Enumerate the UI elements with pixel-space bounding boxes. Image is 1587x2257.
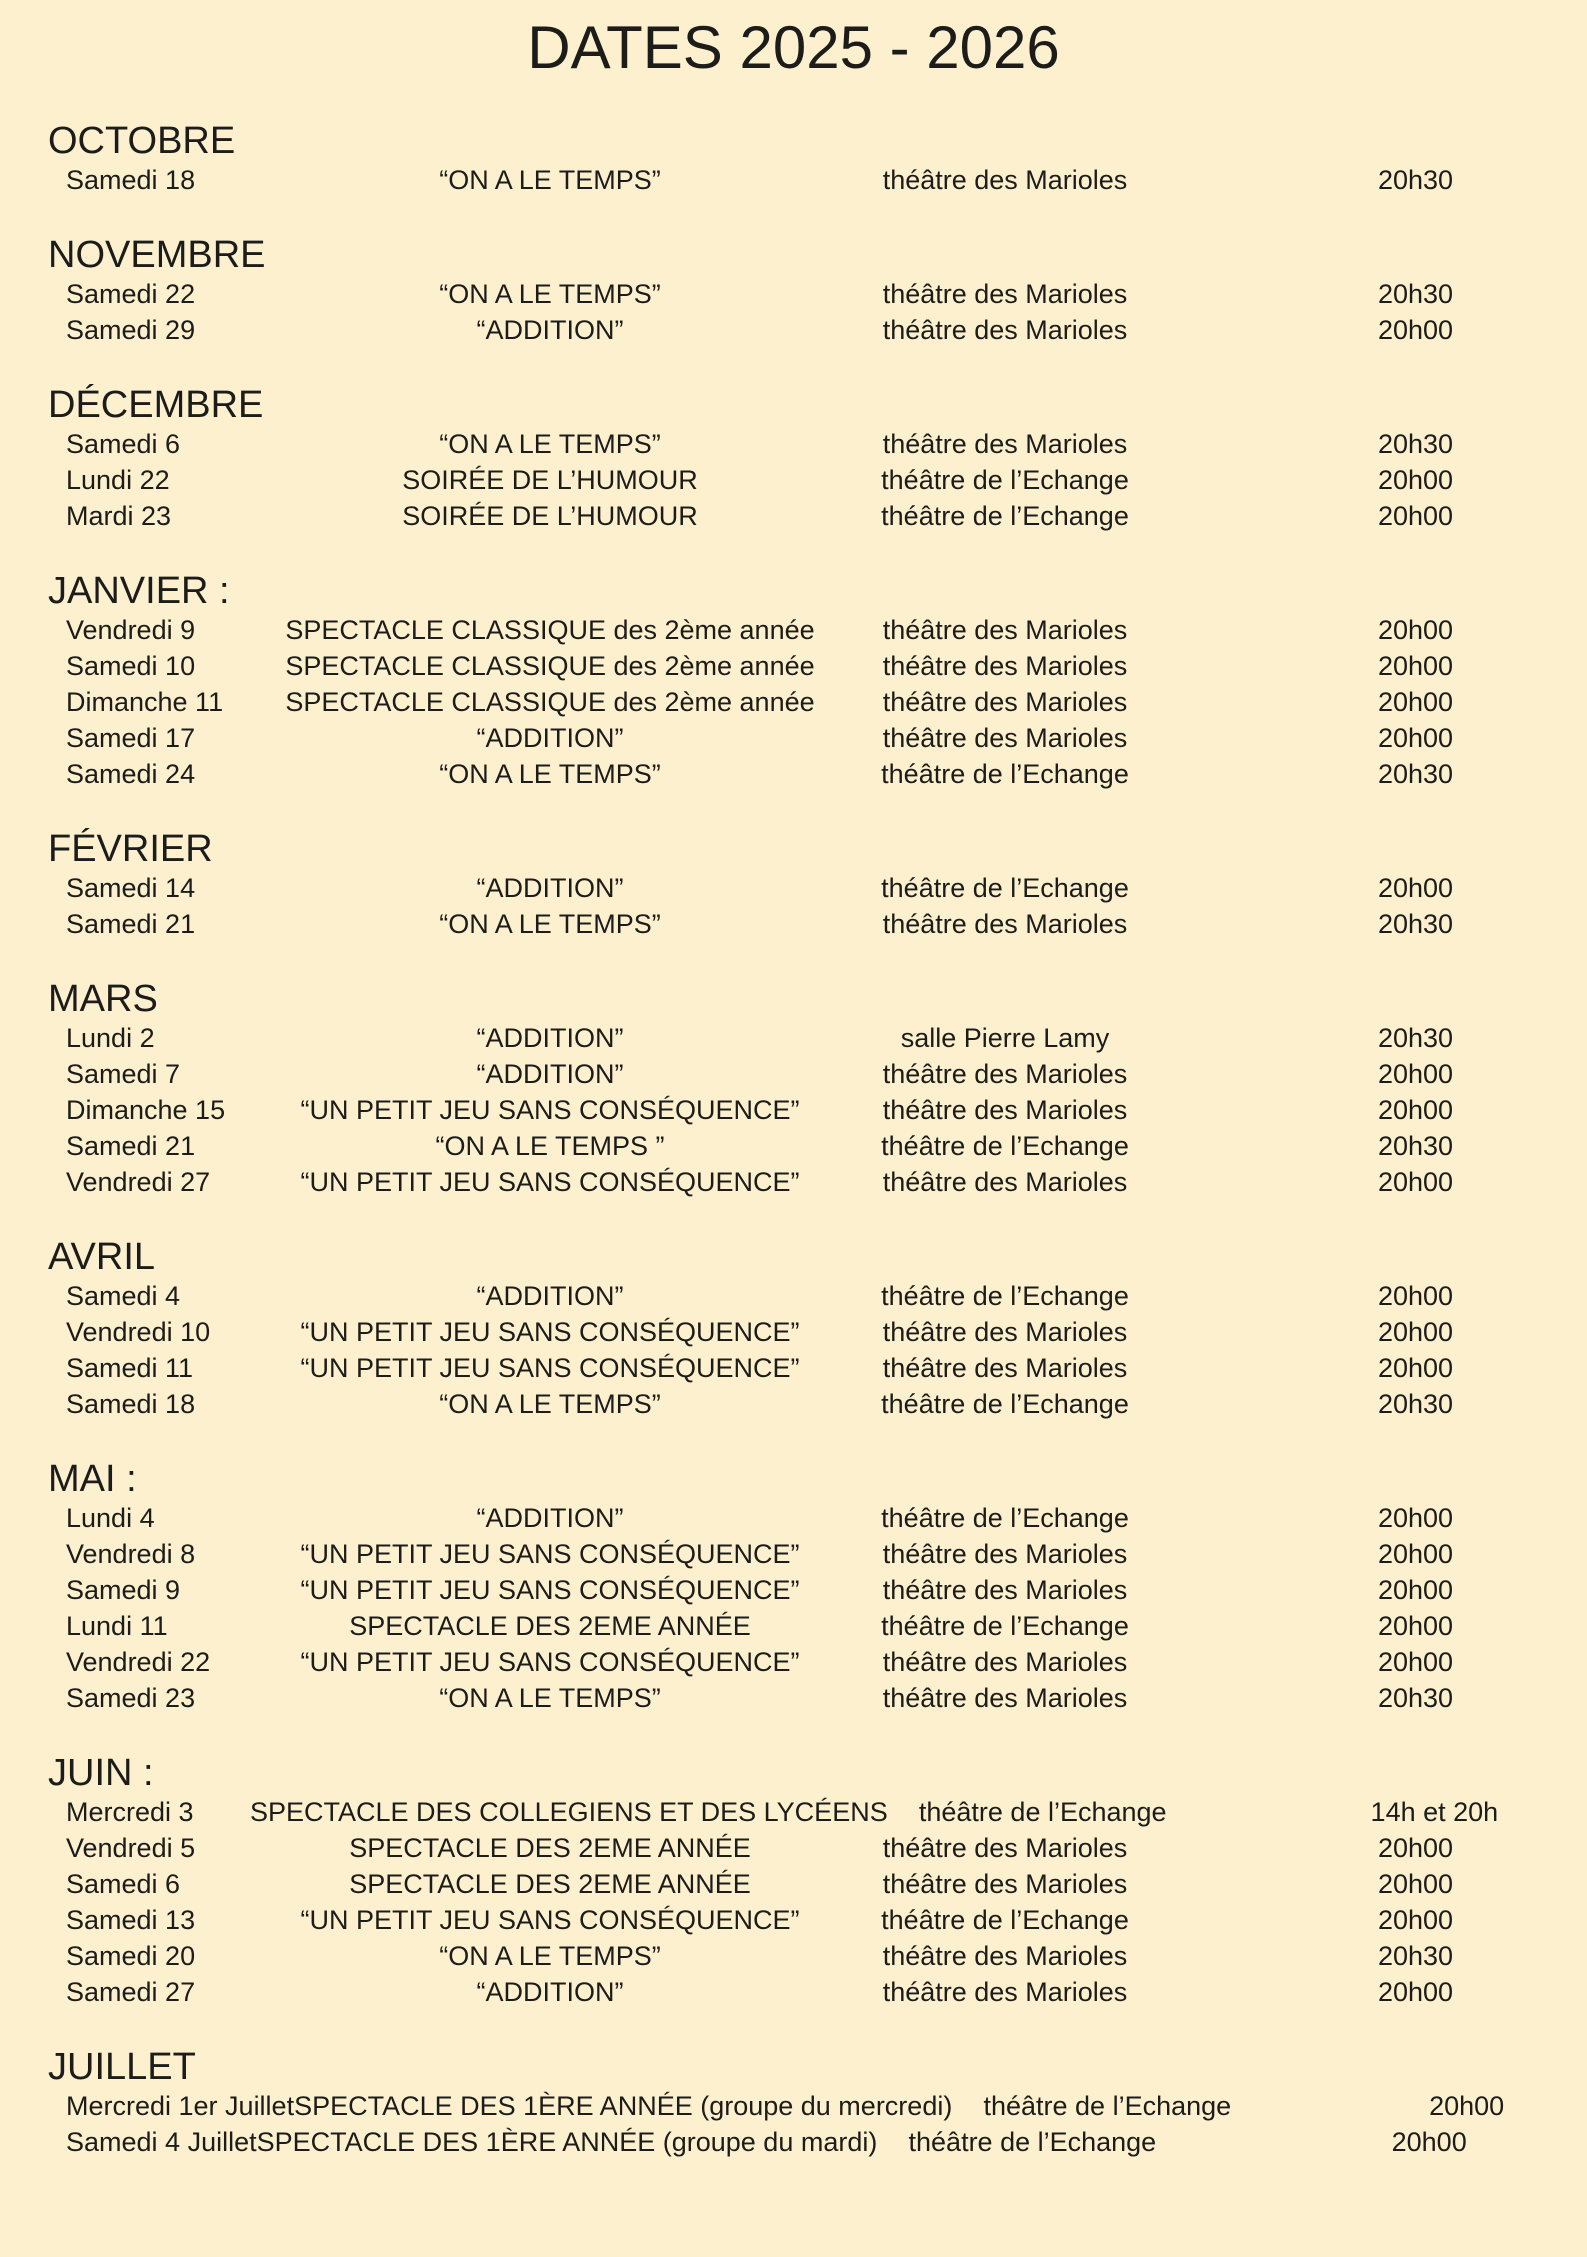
event-show-title: SPECTACLE DES 2EME ANNÉE bbox=[349, 1869, 751, 1899]
event-row bbox=[0, 312, 1587, 348]
event-date: Samedi 21 bbox=[66, 909, 196, 939]
month-section bbox=[0, 2046, 1587, 2160]
event-venue: théâtre de l’Echange bbox=[881, 465, 1129, 495]
event-row bbox=[0, 1386, 1587, 1422]
event-show-title: SPECTACLE CLASSIQUE des 2ème année bbox=[285, 687, 815, 717]
event-show-title: “ON A LE TEMPS” bbox=[439, 279, 661, 309]
event-venue: théâtre de l’Echange bbox=[881, 1905, 1129, 1935]
event-venue: théâtre des Marioles bbox=[882, 651, 1128, 681]
event-show-title: “ON A LE TEMPS” bbox=[439, 429, 661, 459]
month-section bbox=[0, 828, 1587, 942]
event-row bbox=[0, 1794, 1587, 1830]
event-show-title: “UN PETIT JEU SANS CONSÉQUENCE” bbox=[300, 1167, 800, 1197]
event-time: 20h30 bbox=[1377, 429, 1454, 459]
event-row bbox=[0, 1644, 1587, 1680]
event-venue: théâtre de l’Echange bbox=[918, 1797, 1167, 1827]
event-time: 20h00 bbox=[1377, 723, 1454, 753]
event-time: 20h30 bbox=[1377, 279, 1454, 309]
event-date: Lundi 2 bbox=[66, 1023, 155, 1053]
event-date: Vendredi 5 bbox=[66, 1833, 196, 1863]
schedule-document bbox=[0, 12, 1587, 2257]
event-date: Dimanche 11 bbox=[66, 687, 224, 717]
event-venue: théâtre des Marioles bbox=[882, 279, 1128, 309]
event-show-title: “ADDITION” bbox=[476, 1281, 624, 1311]
event-venue: théâtre des Marioles bbox=[882, 1647, 1128, 1677]
event-row bbox=[0, 426, 1587, 462]
month-section bbox=[0, 120, 1587, 198]
month-events bbox=[0, 1020, 1587, 1200]
event-venue: théâtre des Marioles bbox=[882, 165, 1128, 195]
event-venue: théâtre de l’Echange bbox=[881, 1131, 1129, 1161]
event-show-title: SOIRÉE DE L’HUMOUR bbox=[402, 465, 698, 495]
event-row bbox=[0, 1314, 1587, 1350]
event-venue: théâtre des Marioles bbox=[882, 1941, 1128, 1971]
event-show-title: SPECTACLE DES 2EME ANNÉE bbox=[349, 1611, 751, 1641]
event-row bbox=[0, 1608, 1587, 1644]
event-show-title: “ADDITION” bbox=[476, 315, 624, 345]
event-date: Vendredi 10 bbox=[66, 1317, 211, 1347]
event-venue: théâtre des Marioles bbox=[882, 1059, 1128, 1089]
event-show-title: SPECTACLE DES COLLEGIENS ET DES LYCÉENS bbox=[250, 1797, 888, 1827]
event-date: Samedi 10 bbox=[66, 651, 196, 681]
event-time: 20h30 bbox=[1377, 1389, 1454, 1419]
event-date: Samedi 22 bbox=[66, 279, 196, 309]
event-show-title: SPECTACLE CLASSIQUE des 2ème année bbox=[285, 615, 815, 645]
event-date: Lundi 22 bbox=[66, 465, 170, 495]
month-events bbox=[0, 1794, 1587, 2010]
event-time: 20h30 bbox=[1377, 1683, 1454, 1713]
event-time: 20h00 bbox=[1377, 501, 1454, 531]
month-heading: AVRIL bbox=[48, 1236, 156, 1278]
event-date: Samedi 9 bbox=[66, 1575, 181, 1605]
event-row bbox=[0, 756, 1587, 792]
event-time: 20h00 bbox=[1377, 873, 1454, 903]
event-time: 20h00 bbox=[1377, 1059, 1454, 1089]
month-events bbox=[0, 612, 1587, 792]
event-show-title: “UN PETIT JEU SANS CONSÉQUENCE” bbox=[300, 1317, 800, 1347]
event-row bbox=[0, 2124, 1587, 2160]
event-row bbox=[0, 1830, 1587, 1866]
event-date: Lundi 11 bbox=[66, 1611, 168, 1641]
event-time: 20h30 bbox=[1377, 759, 1454, 789]
event-show-title: “ADDITION” bbox=[476, 723, 624, 753]
event-date: Samedi 21 bbox=[66, 1131, 196, 1161]
event-show-title: “ADDITION” bbox=[476, 1059, 624, 1089]
event-row bbox=[0, 1866, 1587, 1902]
event-row bbox=[0, 498, 1587, 534]
month-heading: MARS bbox=[48, 978, 158, 1020]
month-heading: JUILLET bbox=[48, 2046, 196, 2088]
event-time: 20h00 bbox=[1377, 1503, 1454, 1533]
month-section bbox=[0, 234, 1587, 348]
event-row bbox=[0, 1128, 1587, 1164]
event-venue: théâtre des Marioles bbox=[882, 1977, 1128, 2007]
event-row bbox=[0, 1092, 1587, 1128]
event-venue: théâtre des Marioles bbox=[882, 1869, 1128, 1899]
event-venue: théâtre de l’Echange bbox=[881, 1611, 1129, 1641]
event-date: Samedi 4 bbox=[66, 1281, 181, 1311]
month-section bbox=[0, 1458, 1587, 1716]
event-show-title: “ADDITION” bbox=[476, 1503, 624, 1533]
event-show-title: “ON A LE TEMPS” bbox=[439, 1941, 661, 1971]
event-date: Samedi 4 Juillet bbox=[66, 2127, 257, 2157]
event-show-title: “ON A LE TEMPS” bbox=[439, 1389, 661, 1419]
event-venue: théâtre des Marioles bbox=[882, 909, 1128, 939]
event-venue: théâtre de l’Echange bbox=[881, 1503, 1129, 1533]
event-show-title: “ADDITION” bbox=[476, 1023, 624, 1053]
event-date: Samedi 14 bbox=[66, 873, 196, 903]
event-venue: théâtre des Marioles bbox=[882, 1575, 1128, 1605]
event-date: Mercredi 1er Juillet bbox=[66, 2091, 295, 2121]
event-show-title: “ADDITION” bbox=[476, 873, 624, 903]
event-venue: théâtre de l’Echange bbox=[983, 2091, 1232, 2121]
event-date: Samedi 29 bbox=[66, 315, 196, 345]
event-venue: théâtre des Marioles bbox=[882, 315, 1128, 345]
event-time: 20h00 bbox=[1377, 1281, 1454, 1311]
event-date: Samedi 17 bbox=[66, 723, 196, 753]
month-events bbox=[0, 426, 1587, 534]
event-show-title: SPECTACLE CLASSIQUE des 2ème année bbox=[285, 651, 815, 681]
event-row bbox=[0, 870, 1587, 906]
event-time: 20h30 bbox=[1377, 909, 1454, 939]
event-show-title: “UN PETIT JEU SANS CONSÉQUENCE” bbox=[300, 1353, 800, 1383]
event-row bbox=[0, 2088, 1587, 2124]
event-time: 20h00 bbox=[1377, 1353, 1454, 1383]
event-date: Samedi 11 bbox=[66, 1353, 194, 1383]
event-venue: théâtre de l’Echange bbox=[881, 873, 1129, 903]
month-events bbox=[0, 1500, 1587, 1716]
event-show-title: “ON A LE TEMPS” bbox=[439, 759, 661, 789]
event-venue: théâtre de l’Echange bbox=[881, 759, 1129, 789]
event-date: Mercredi 3 bbox=[66, 1797, 194, 1827]
event-show-title: SOIRÉE DE L’HUMOUR bbox=[402, 501, 698, 531]
event-row bbox=[0, 1572, 1587, 1608]
event-time: 14h et 20h bbox=[1370, 1797, 1499, 1827]
event-time: 20h30 bbox=[1377, 1023, 1454, 1053]
event-row bbox=[0, 648, 1587, 684]
event-date: Samedi 23 bbox=[66, 1683, 196, 1713]
event-show-title: “ON A LE TEMPS” bbox=[439, 165, 661, 195]
event-show-title: “UN PETIT JEU SANS CONSÉQUENCE” bbox=[300, 1095, 800, 1125]
event-show-title: “UN PETIT JEU SANS CONSÉQUENCE” bbox=[300, 1539, 800, 1569]
event-show-title: “UN PETIT JEU SANS CONSÉQUENCE” bbox=[300, 1647, 800, 1677]
event-date: Vendredi 9 bbox=[66, 615, 196, 645]
month-events bbox=[0, 2088, 1587, 2160]
event-venue: théâtre de l’Echange bbox=[908, 2127, 1157, 2157]
event-time: 20h30 bbox=[1377, 1941, 1454, 1971]
event-venue: théâtre des Marioles bbox=[882, 615, 1128, 645]
event-show-title: “ON A LE TEMPS” bbox=[439, 909, 661, 939]
event-time: 20h00 bbox=[1377, 687, 1454, 717]
event-date: Samedi 18 bbox=[66, 165, 196, 195]
event-venue: théâtre des Marioles bbox=[882, 687, 1128, 717]
event-venue: théâtre des Marioles bbox=[882, 1095, 1128, 1125]
event-time: 20h00 bbox=[1377, 1539, 1454, 1569]
event-venue: théâtre de l’Echange bbox=[881, 501, 1129, 531]
event-date: Samedi 20 bbox=[66, 1941, 196, 1971]
event-time: 20h00 bbox=[1377, 1167, 1454, 1197]
event-time: 20h30 bbox=[1377, 165, 1454, 195]
event-row bbox=[0, 1938, 1587, 1974]
event-time: 20h00 bbox=[1377, 1833, 1454, 1863]
event-row bbox=[0, 720, 1587, 756]
event-date: Vendredi 27 bbox=[66, 1167, 211, 1197]
event-show-title: “ON A LE TEMPS” bbox=[439, 1683, 661, 1713]
event-time: 20h00 bbox=[1377, 1905, 1454, 1935]
event-time: 20h30 bbox=[1377, 1131, 1454, 1161]
event-date: Samedi 6 bbox=[66, 429, 181, 459]
event-time: 20h00 bbox=[1377, 1095, 1454, 1125]
event-venue: théâtre des Marioles bbox=[882, 1167, 1128, 1197]
event-time: 20h00 bbox=[1377, 1869, 1454, 1899]
event-venue: théâtre des Marioles bbox=[882, 429, 1128, 459]
event-time: 20h00 bbox=[1377, 315, 1454, 345]
event-row bbox=[0, 1500, 1587, 1536]
month-heading: JUIN : bbox=[48, 1752, 154, 1794]
event-time: 20h00 bbox=[1377, 1977, 1454, 2007]
event-venue: théâtre de l’Echange bbox=[881, 1389, 1129, 1419]
event-venue: théâtre de l’Echange bbox=[881, 1281, 1129, 1311]
event-row bbox=[0, 906, 1587, 942]
event-row bbox=[0, 1056, 1587, 1092]
event-venue: théâtre des Marioles bbox=[882, 1317, 1128, 1347]
event-date: Samedi 27 bbox=[66, 1977, 196, 2007]
month-heading: JANVIER : bbox=[48, 570, 230, 612]
month-events bbox=[0, 162, 1587, 198]
month-heading: DÉCEMBRE bbox=[48, 384, 264, 426]
month-heading: NOVEMBRE bbox=[48, 234, 266, 276]
event-time: 20h00 bbox=[1377, 465, 1454, 495]
event-show-title: “UN PETIT JEU SANS CONSÉQUENCE” bbox=[300, 1905, 800, 1935]
event-date: Dimanche 15 bbox=[66, 1095, 226, 1125]
event-show-title: “ADDITION” bbox=[476, 1977, 624, 2007]
event-venue: salle Pierre Lamy bbox=[900, 1023, 1110, 1053]
event-venue: théâtre des Marioles bbox=[882, 1683, 1128, 1713]
event-date: Mardi 23 bbox=[66, 501, 172, 531]
schedule-list bbox=[0, 120, 1587, 2160]
event-time: 20h00 bbox=[1429, 2091, 1505, 2121]
event-row bbox=[0, 1680, 1587, 1716]
month-section bbox=[0, 570, 1587, 792]
month-section bbox=[0, 978, 1587, 1200]
event-show-title: “UN PETIT JEU SANS CONSÉQUENCE” bbox=[300, 1575, 800, 1605]
month-heading: FÉVRIER bbox=[48, 828, 213, 870]
event-venue: théâtre des Marioles bbox=[882, 723, 1128, 753]
event-row bbox=[0, 1536, 1587, 1572]
event-date: Samedi 18 bbox=[66, 1389, 196, 1419]
event-time: 20h00 bbox=[1377, 615, 1454, 645]
month-heading: OCTOBRE bbox=[48, 120, 236, 162]
event-row bbox=[0, 1974, 1587, 2010]
event-row bbox=[0, 1350, 1587, 1386]
event-row bbox=[0, 1020, 1587, 1056]
event-time: 20h00 bbox=[1377, 1575, 1454, 1605]
month-events bbox=[0, 276, 1587, 348]
event-date: Samedi 13 bbox=[66, 1905, 196, 1935]
event-time: 20h00 bbox=[1377, 1647, 1454, 1677]
event-show-title: SPECTACLE DES 2EME ANNÉE bbox=[349, 1833, 751, 1863]
event-time: 20h00 bbox=[1377, 1317, 1454, 1347]
event-date: Samedi 24 bbox=[66, 759, 196, 789]
month-events bbox=[0, 1278, 1587, 1422]
event-time: 20h00 bbox=[1377, 1611, 1454, 1641]
page-title: DATES 2025 - 2026 bbox=[527, 14, 1060, 81]
event-show-title: SPECTACLE DES 1ÈRE ANNÉE (groupe du mercredi) bbox=[294, 2091, 953, 2121]
event-date: Vendredi 8 bbox=[66, 1539, 196, 1569]
event-show-title: SPECTACLE DES 1ÈRE ANNÉE (groupe du mardi) bbox=[256, 2127, 878, 2157]
event-date: Lundi 4 bbox=[66, 1503, 155, 1533]
event-row bbox=[0, 612, 1587, 648]
event-date: Samedi 7 bbox=[66, 1059, 181, 1089]
event-show-title: “ON A LE TEMPS ” bbox=[435, 1131, 665, 1161]
event-row bbox=[0, 276, 1587, 312]
event-time: 20h00 bbox=[1391, 2127, 1467, 2157]
event-row bbox=[0, 462, 1587, 498]
event-venue: théâtre des Marioles bbox=[882, 1539, 1128, 1569]
event-row bbox=[0, 1164, 1587, 1200]
event-venue: théâtre des Marioles bbox=[882, 1833, 1128, 1863]
event-row bbox=[0, 1902, 1587, 1938]
event-row bbox=[0, 1278, 1587, 1314]
event-venue: théâtre des Marioles bbox=[882, 1353, 1128, 1383]
event-row bbox=[0, 684, 1587, 720]
month-section bbox=[0, 1752, 1587, 2010]
event-date: Samedi 6 bbox=[66, 1869, 181, 1899]
month-section bbox=[0, 384, 1587, 534]
month-section bbox=[0, 1236, 1587, 1422]
event-row bbox=[0, 162, 1587, 198]
month-events bbox=[0, 870, 1587, 942]
event-time: 20h00 bbox=[1377, 651, 1454, 681]
month-heading: MAI : bbox=[48, 1458, 137, 1500]
event-date: Vendredi 22 bbox=[66, 1647, 211, 1677]
